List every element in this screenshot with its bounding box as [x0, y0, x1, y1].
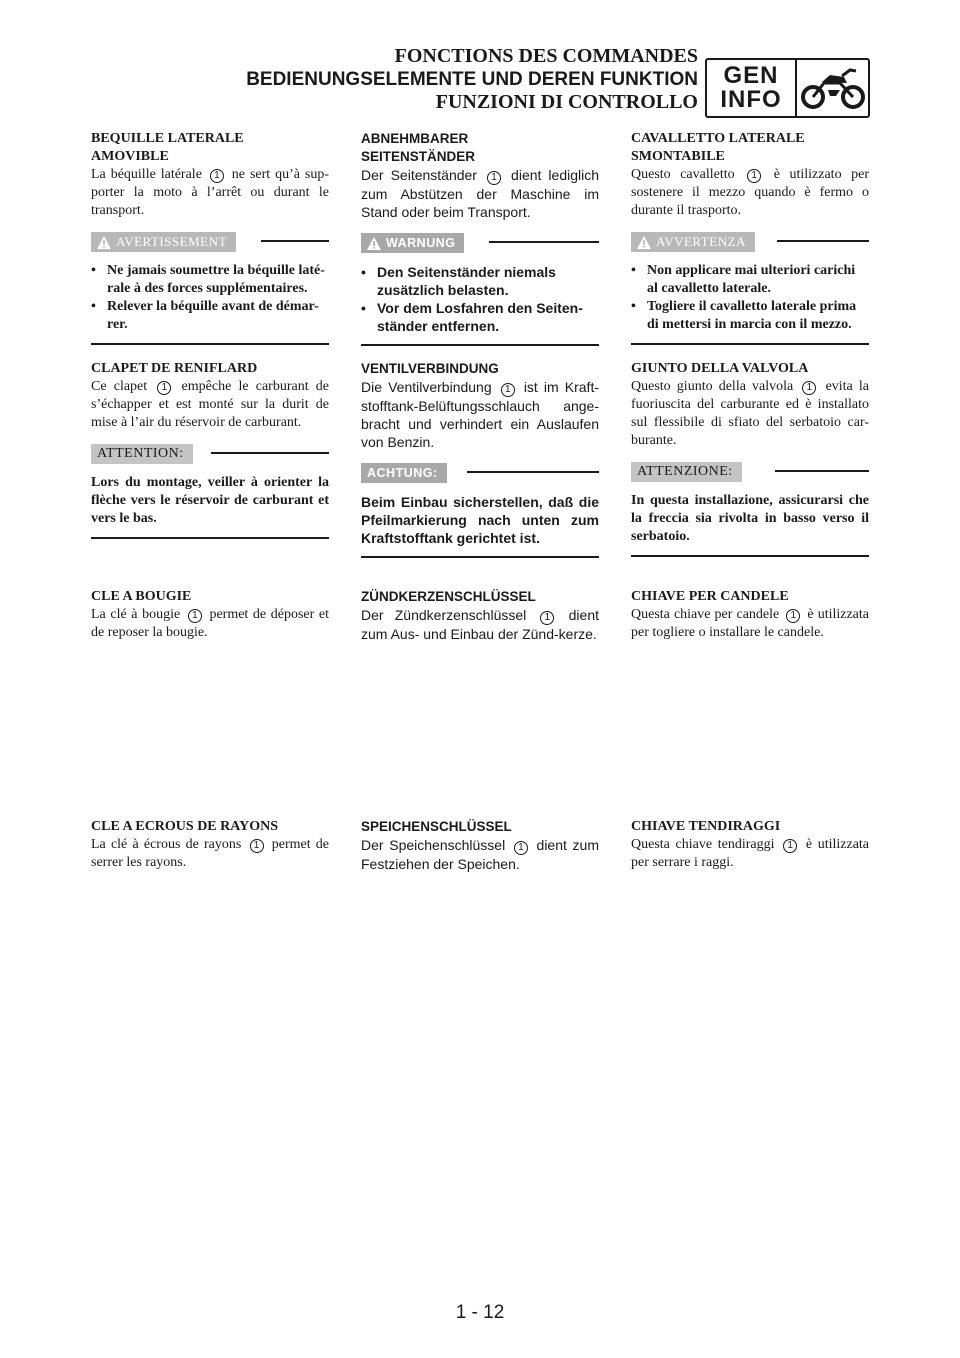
ref-number-marker: 1	[487, 171, 501, 185]
caution-text: Lors du montage, veiller à orienter la flèche vers le réservoir de carburant et vers le bas.	[91, 474, 329, 539]
badge-text	[707, 60, 797, 116]
section-title: CHIAVE TENDIRAGGI	[631, 819, 781, 834]
section-valve-de	[361, 360, 599, 558]
divider	[489, 241, 599, 243]
section-body: Questa chiave per candele 1 è utilizzata per togliere o installare le candele.	[631, 607, 869, 640]
section-title: BEQUILLE LATERALE	[91, 131, 244, 146]
list-item: • Ne jamais soumettre la béquille laté-rale à des forces supplémentaires.	[91, 262, 329, 298]
section-body: Die Ventilverbindung 1 ist im Kraft-stofftank-Belüftungsschlauch ange-bracht und verhindert ein Auslaufen von Benzin.	[361, 379, 599, 450]
ref-number-marker: 1	[501, 383, 515, 397]
divider	[467, 471, 599, 473]
section-sidestand-de	[361, 130, 599, 346]
badge-line-1: GEN	[723, 62, 779, 89]
caution-text: In questa installazione, assicurarsi che la freccia sia rivolta in basso verso il serbatoio.	[631, 492, 869, 557]
warning-box	[361, 233, 599, 346]
warning-box	[91, 232, 329, 345]
warning-text	[91, 262, 329, 345]
list-item: • Relever la béquille avant de démar-rer.	[91, 298, 329, 334]
section-sidestand-it	[631, 130, 869, 345]
warning-text	[361, 263, 599, 346]
header-title-it: FUNZIONI DI CONTROLLO	[435, 91, 698, 113]
header-title-de: BEDIENUNGSELEMENTE UND DEREN FUNKTION	[246, 69, 698, 90]
divider	[261, 240, 329, 242]
section-title: VENTILVERBINDUNG	[361, 361, 499, 376]
section-title: CHIAVE PER CANDELE	[631, 589, 789, 604]
ref-number-marker: 1	[747, 169, 761, 183]
gen-info-badge	[705, 58, 870, 118]
section-plug-wrench-fr	[91, 588, 329, 642]
warning-box	[631, 232, 869, 345]
caution-box	[631, 462, 869, 557]
section-title: SEITENSTÄNDER	[361, 149, 476, 164]
section-body: Der Zündkerzenschlüssel 1 dient zum Aus- und Einbau der Zünd-kerze.	[361, 607, 599, 642]
warning-label: WARNUNG	[361, 233, 464, 253]
list-item: • Non applicare mai ulteriori carichi al cavalletto laterale.	[631, 262, 869, 298]
section-title: CAVALLETTO LATERALE	[631, 131, 805, 146]
section-body: La béquille latérale 1 ne sert qu’à sup-porter la moto à l’arrêt ou durant le transport.	[91, 167, 330, 218]
section-body: Questo cavalletto 1 è utilizzato per sostenere il mezzo quando è fermo o durante il trasporto.	[631, 167, 869, 218]
warning-text	[631, 262, 869, 345]
section-title: CLAPET DE RENIFLARD	[91, 361, 258, 376]
caution-label: ACHTUNG:	[361, 463, 447, 483]
divider	[211, 452, 329, 454]
section-body: Ce clapet 1 empêche le carburant de s’échapper et est monté sur la durit de mise à l’air du réservoir de carburant.	[91, 379, 329, 430]
section-title: CLE A BOUGIE	[91, 589, 192, 604]
section-title: SMONTABILE	[631, 149, 725, 164]
ref-number-marker: 1	[786, 609, 800, 623]
ref-number-marker: 1	[210, 169, 224, 183]
caution-label: ATTENZIONE:	[631, 462, 742, 482]
section-valve-fr	[91, 360, 329, 539]
header-title-fr: FONCTIONS DES COMMANDES	[394, 45, 698, 67]
ref-number-marker: 1	[802, 381, 816, 395]
section-body: Der Seitenständer 1 dient lediglich zum Abstützen der Maschine im Stand oder beim Transport.	[361, 167, 600, 220]
motorcycle-icon	[797, 60, 868, 116]
warning-triangle-icon	[97, 236, 111, 249]
ref-number-marker: 1	[250, 839, 264, 853]
list-item: • Den Seitenständer niemals zusätzlich belasten.	[361, 263, 599, 299]
caution-text: Beim Einbau sicherstellen, daß die Pfeilmarkierung nach unten zum Kraftstofftank gerichtet ist.	[361, 493, 599, 558]
ref-number-marker: 1	[514, 841, 528, 855]
section-title: ZÜNDKERZENSCHLÜSSEL	[361, 589, 536, 604]
section-title: CLE A ECROUS DE RAYONS	[91, 819, 278, 834]
section-nipple-wrench-fr	[91, 818, 329, 872]
ref-number-marker: 1	[783, 839, 797, 853]
ref-number-marker: 1	[188, 609, 202, 623]
section-sidestand-fr	[91, 130, 329, 345]
warning-label: AVVERTENZA	[631, 232, 755, 252]
section-title: AMOVIBLE	[91, 149, 169, 164]
list-item: • Vor dem Losfahren den Seiten-ständer entfernen.	[361, 299, 599, 335]
ref-number-marker: 1	[157, 381, 171, 395]
section-valve-it	[631, 360, 869, 557]
section-plug-wrench-it	[631, 588, 869, 642]
section-body: Questa chiave tendiraggi 1 è utilizzata per serrare i raggi.	[631, 837, 870, 870]
section-nipple-wrench-de	[361, 818, 599, 873]
section-title: SPEICHENSCHLÜSSEL	[361, 819, 512, 834]
page-number: 1 - 12	[455, 1302, 505, 1323]
list-item: • Togliere il cavalletto laterale prima di mettersi in marcia con il mezzo.	[631, 298, 869, 334]
section-nipple-wrench-it	[631, 818, 869, 872]
ref-number-marker: 1	[540, 611, 554, 625]
section-body: La clé à écrous de rayons 1 permet de serrer les rayons.	[91, 837, 330, 870]
section-plug-wrench-de	[361, 588, 599, 643]
badge-line-2: INFO	[720, 86, 782, 113]
section-body: La clé à bougie 1 permet de déposer et de reposer la bougie.	[91, 607, 329, 640]
divider	[775, 470, 869, 472]
section-body: Der Speichenschlüssel 1 dient zum Festziehen der Speichen.	[361, 837, 600, 872]
caution-box	[361, 463, 599, 558]
warning-triangle-icon	[367, 237, 381, 250]
section-title: GIUNTO DELLA VALVOLA	[631, 361, 809, 376]
section-title: ABNEHMBARER	[361, 131, 469, 146]
caution-box	[91, 444, 329, 539]
warning-label: AVERTISSEMENT	[91, 232, 236, 252]
caution-label: ATTENTION:	[91, 444, 193, 464]
divider	[777, 240, 869, 242]
section-body: Questo giunto della valvola 1 evita la fuoriuscita del carburante ed è installato sul flessibile di sfiato del serbatoio car-burante.	[631, 379, 870, 448]
warning-triangle-icon	[637, 236, 651, 249]
